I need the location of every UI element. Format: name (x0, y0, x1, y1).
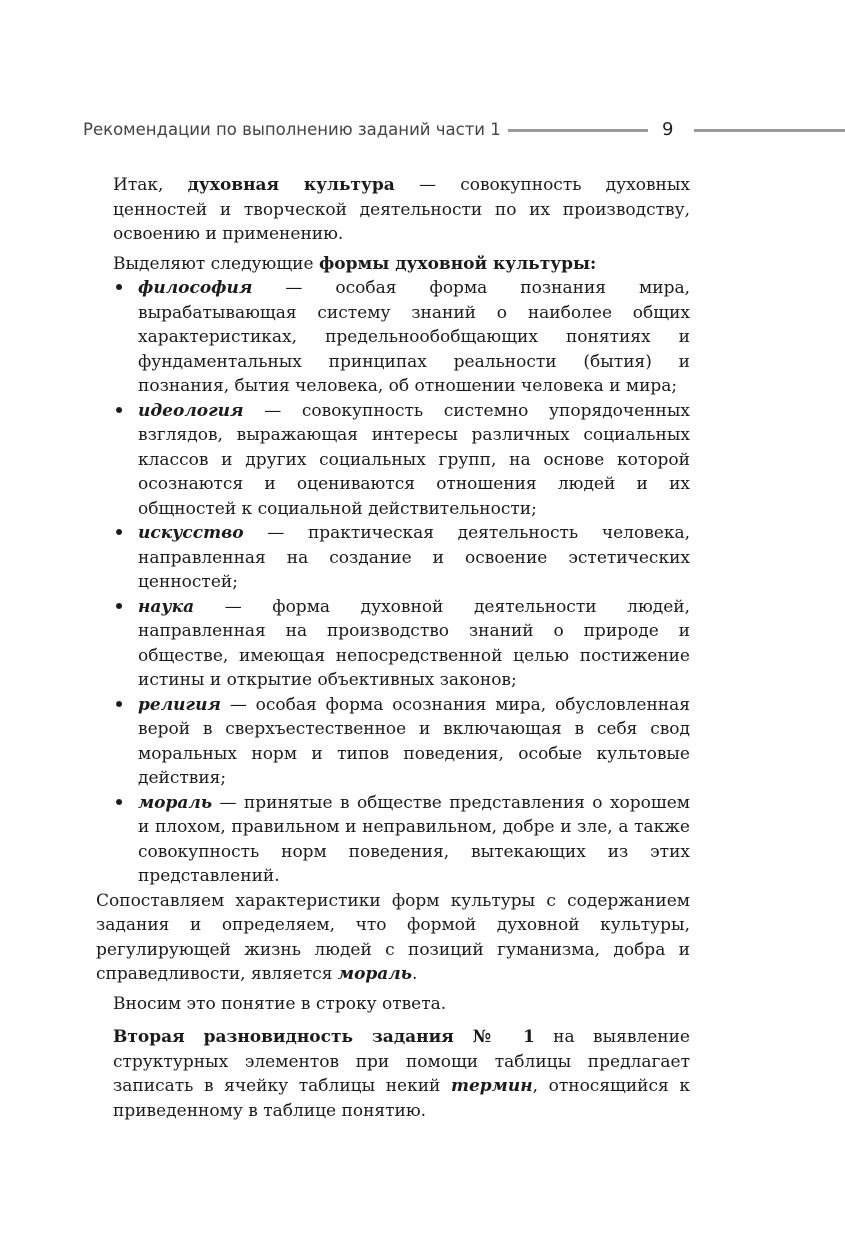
page-number: 9 (662, 119, 674, 140)
form-definition: — практическая деятельность человека, направленная на создание и освоение эстетических ценностей; (138, 523, 690, 592)
form-definition: — форма духовной деятельности людей, направленная на производство знаний о природе и обществе, имеющая непосредственной целью постижение истины и открытие объективных законов; (138, 596, 690, 690)
second-variant-text1: на выявление структурных элементов при помощи таблицы предлагает записать в ячейку таблицы некий (113, 1027, 690, 1096)
bullet-icon: • (113, 596, 125, 617)
running-header (0, 116, 845, 144)
running-header-title: Рекомендации по выполнению заданий части 1 (83, 120, 501, 139)
list-item (113, 693, 690, 791)
list-item (113, 276, 690, 399)
second-variant-paragraph (113, 1025, 690, 1123)
intro-rest: — совокупность духовных ценностей и творческой деятельности по их производству, освоению и применению. (113, 175, 690, 244)
list-item (113, 791, 690, 889)
form-definition: — совокупность системно упорядоченных взглядов, выражающая интересы различных социальных классов и других социальных групп, на основе которой осознаются и оцениваются отношения людей и их общностей к социальной действительности; (138, 400, 690, 519)
list-item (113, 595, 690, 693)
forms-list (113, 276, 690, 889)
list-item (113, 521, 690, 595)
form-term: идеология (138, 400, 244, 421)
forms-intro-term: формы духовной культуры: (318, 253, 597, 274)
form-term: философия (138, 278, 253, 298)
forms-intro-lead: Выделяют следующие (113, 253, 319, 274)
compare-text: Сопоставляем характеристики форм культуры с содержанием задания и определяем, что формой духовной культуры, регулирующей жизнь людей с позиций гуманизма, добра и справедливости, является (96, 890, 690, 984)
intro-lead: Итак, (113, 175, 188, 195)
compare-term: мораль (337, 964, 412, 984)
form-term: мораль (138, 792, 213, 813)
compare-end: . (411, 964, 418, 984)
form-term: религия (138, 694, 221, 715)
bullet-icon: • (113, 694, 125, 715)
header-rule-left (508, 129, 648, 132)
second-variant-heading: Вторая разновидность задания № 1 (113, 1027, 535, 1047)
intro-term: духовная культура (187, 175, 395, 195)
form-definition: — особая форма осознания мира, обусловленная верой в сверхъестественное и включающая в себя свод моральных норм и типов поведения, особые культовые действия; (138, 694, 690, 788)
form-term: наука (138, 596, 195, 617)
second-variant-term: термин (450, 1076, 533, 1096)
bullet-icon: • (113, 278, 125, 298)
list-item (113, 399, 690, 522)
form-term: искусство (138, 523, 244, 543)
compare-paragraph (96, 889, 690, 987)
intro-paragraph (113, 173, 690, 247)
forms-intro-paragraph (113, 252, 690, 277)
form-definition: — принятые в обществе представления о хорошем и плохом, правильном и неправильном, добре и зле, а также совокупность норм поведения, вытекающих из этих представлений. (138, 792, 690, 886)
second-variant-text2: , относящийся к приведенному в таблице понятию. (113, 1076, 690, 1121)
header-rule-right (694, 129, 845, 132)
page-body (96, 173, 690, 1123)
form-definition: — особая форма познания мира, вырабатывающая систему знаний о наиболее общих характеристиках, предельнообобщающих понятиях и фундаментальных принципах реальности (бытия) и познания, бытия человека, об отношении человека и мира; (138, 278, 690, 396)
bullet-icon: • (113, 792, 125, 813)
bullet-icon: • (113, 400, 125, 421)
bullet-icon: • (113, 523, 125, 543)
answer-note-paragraph: Вносим это понятие в строку ответа. (113, 993, 447, 1014)
